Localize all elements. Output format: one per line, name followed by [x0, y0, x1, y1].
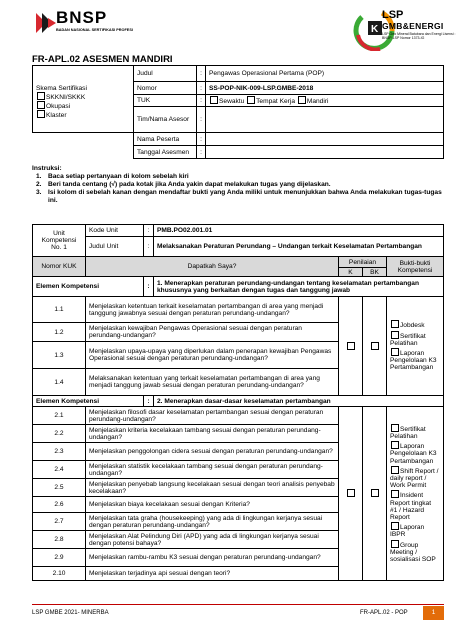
- skema-cell: [33, 66, 134, 133]
- evidence-item[interactable]: Shift Report / daily report / Work Permit: [390, 467, 439, 490]
- checkbox-icon[interactable]: [298, 96, 306, 104]
- kuk-number: 2.2: [33, 425, 86, 443]
- judul-unit-value: Melaksanakan Peraturan Perundang – Undangan terkait Keselamatan Pertambangan: [154, 237, 444, 257]
- bk-checkbox-cell[interactable]: [363, 297, 387, 396]
- checkbox-icon[interactable]: [347, 342, 355, 350]
- scheme-info-table: Skema Sertifikasi SKKNI/SKKK Okupasi Klaster Judul : Pengawas Operasional Pertama (POP) Nomor : SS-POP-NIK-009-LSP.GMBE-2018 TUK : Sewaktu Tempat Kerja Mandiri Tim/Nama Asesor : Nama Peserta : Tanggal Asesmen :: [32, 65, 444, 159]
- kuk-number: 2.5: [33, 479, 86, 497]
- lsp-name: LSP: [382, 9, 404, 21]
- evidence-item[interactable]: Group Meeting / sosialisasi SOP: [390, 541, 436, 564]
- instructions-heading: Instruksi:: [32, 165, 62, 172]
- checkbox-icon[interactable]: [391, 331, 399, 339]
- checkbox-icon[interactable]: [37, 92, 45, 100]
- kuk-question: Menjelaskan penyebab langsung kecelakaan sesuai dengan teori analisis penyebab kecelakaan?: [86, 479, 339, 497]
- skema-option-klaster[interactable]: Klaster: [36, 110, 130, 119]
- kuk-number: 1.2: [33, 323, 86, 342]
- checkbox-icon[interactable]: [347, 489, 355, 497]
- kuk-question: Menjelaskan penggolongan cidera sesuai dengan peraturan perundang-undangan?: [86, 443, 339, 461]
- kuk-question: Menjelaskan Alat Pelindung Diri (APD) yang ada di lingkungan kerjanya sesuai dengan potensi bahaya?: [86, 531, 339, 549]
- skema-label: Skema Sertifikasi: [36, 85, 87, 92]
- checkbox-icon[interactable]: [210, 96, 218, 104]
- tuk-label: TUK: [134, 95, 197, 107]
- col-k: K: [339, 268, 363, 277]
- kuk-number: 2.4: [33, 461, 86, 479]
- checkbox-icon[interactable]: [371, 342, 379, 350]
- checkbox-icon[interactable]: [37, 101, 45, 109]
- kuk-question: Menjelaskan kriteria kecelakaan tambang sesuai dengan peraturan perundang-undangan?: [86, 425, 339, 443]
- instructions: [32, 165, 444, 205]
- kuk-number: 2.6: [33, 497, 86, 513]
- footer-right: FR-APL.02 - POP: [360, 610, 408, 616]
- judul-value: Pengawas Operasional Pertama (POP): [206, 66, 444, 82]
- kuk-question: Menjelaskan biaya kecelakaan sesuai dengan Kriteria?: [86, 497, 339, 513]
- unit-label-cell: Unit Kompetensi No. 1: [33, 225, 86, 257]
- tuk-option-mandiri[interactable]: Mandiri: [297, 98, 329, 105]
- kuk-number: 2.7: [33, 513, 86, 531]
- tuk-options: [206, 95, 444, 107]
- judul-label: Judul: [134, 66, 197, 82]
- checkbox-icon[interactable]: [371, 489, 379, 497]
- kuk-number: 1.1: [33, 297, 86, 323]
- kuk-number: 1.3: [33, 342, 86, 369]
- instruction-item: 1. Baca setiap pertanyaan di kolom sebelah kiri: [36, 173, 189, 180]
- k-checkbox-cell[interactable]: [339, 297, 363, 396]
- col-bukti: Bukti-bukti Kompetensi: [387, 257, 444, 277]
- kuk-question: Menjelaskan ketentuan terkait keselamatan pertambangan di area yang menjadi tanggung jawabnya sesuai dengan peraturan perundang-undangan?: [86, 297, 339, 323]
- checkbox-icon[interactable]: [391, 540, 399, 548]
- kuk-number: 2.9: [33, 549, 86, 567]
- checkbox-icon[interactable]: [391, 424, 399, 432]
- kuk-question: Menjelaskan statistik kecelakaan tambang sesuai dengan peraturan perundang-undangan?: [86, 461, 339, 479]
- evidence-item[interactable]: Laporan Pengelolaan K3 Pertambangan: [390, 443, 437, 465]
- col-bk: BK: [363, 268, 387, 277]
- bk-checkbox-cell[interactable]: [363, 407, 387, 581]
- skema-option-okupasi[interactable]: Okupasi: [36, 101, 130, 110]
- evidence-item[interactable]: Jobdesk: [390, 320, 440, 329]
- tanggal-value[interactable]: [206, 146, 444, 159]
- kuk-number: 2.10: [33, 567, 86, 581]
- evidence-item[interactable]: Sertifikat Pelatihan: [390, 425, 426, 440]
- col-dapatkah: Dapatkah Saya?: [86, 257, 339, 277]
- instruction-item: 3. Isi kolom di sebelah kanan dengan mendaftar bukti yang Anda miliki untuk menunjukkan bahwa Anda melakukan tugas-tugas ini.: [36, 189, 442, 204]
- k-checkbox-cell[interactable]: [339, 407, 363, 581]
- kuk-number: 2.3: [33, 443, 86, 461]
- checkbox-icon[interactable]: [37, 110, 45, 118]
- evidence-list-1: [387, 297, 444, 396]
- kode-unit-label: Kode Unit: [86, 225, 144, 237]
- checkbox-icon[interactable]: [391, 490, 399, 498]
- tuk-option-tempat-kerja[interactable]: Tempat Kerja: [246, 98, 295, 105]
- bnsp-subtitle: BADAN NASIONAL SERTIFIKASI PROFESI: [56, 28, 133, 32]
- evidence-item[interactable]: Insident Report tingkat #1 / Hazard Report: [390, 492, 432, 521]
- kuk-question: Menjelaskan terjadinya api sesuai dengan teori?: [86, 567, 339, 581]
- kode-unit-value: PMB.PO02.001.01: [154, 225, 444, 237]
- kuk-number: 2.8: [33, 531, 86, 549]
- bnsp-name: BNSP: [56, 8, 108, 27]
- lsp-name-2: GMB&ENERGI: [382, 21, 444, 31]
- elemen-1-label: Elemen Kompetensi: [33, 277, 144, 297]
- nomor-value: SS-POP-NIK-009-LSP.GMBE-2018: [206, 82, 444, 95]
- instruction-item: 2. Beri tanda centang (√) pada kotak jika Anda yakin dapat melakukan tugas yang dijelaskan.: [36, 181, 331, 188]
- kuk-question: Menjelaskan kewajiban Pengawas Operasional sesuai dengan peraturan perundang-undangan?: [86, 323, 339, 342]
- evidence-item[interactable]: Sertifikat Pelatihan: [390, 332, 426, 347]
- evidence-item[interactable]: Laporan IBPR: [390, 524, 425, 539]
- checkbox-icon[interactable]: [391, 441, 399, 449]
- peserta-value[interactable]: [206, 133, 444, 146]
- asesor-label: Tim/Nama Asesor: [134, 107, 197, 133]
- judul-unit-label: Judul Unit: [86, 237, 144, 257]
- evidence-item[interactable]: Laporan Pengelolaan K3 Pertambangan: [390, 350, 437, 372]
- kuk-number: 2.1: [33, 407, 86, 425]
- page-header: [0, 0, 474, 52]
- page-number: 1: [423, 606, 444, 620]
- peserta-label: Nama Peserta: [134, 133, 197, 146]
- form-title: FR-APL.02 ASESMEN MANDIRI: [32, 54, 173, 65]
- competency-table: Unit Kompetensi No. 1 Kode Unit : PMB.PO02.001.01 Judul Unit : Melaksanakan Peraturan Perundang – Undangan terkait Keselamatan Pertambangan Nomor KUK Dapatkah Saya? Penilaian Bukti-bukti Kompetensi K BK Elemen Kompetensi : 1. Menerapkan peraturan perundang-undangan tentang keselamatan pertambangan khususnya yang berkaitan dengan tugas dan tanggung jawab 1.1 Menjelaskan ketentuan terkait keselamatan pertambangan di area yang menjadi tanggung jawabnya sesuai dengan peraturan perundang-undangan? Jobdesk Sertifikat Pelatihan Laporan Pengelolaan K3 Pertambangan 1.2 Menjelaskan kewajiban Pengawas Operasional sesuai dengan peraturan perundang-undangan? 1.3 Menjelaskan upaya-upaya yang diperlukan dalam penerapan kewajiban Pengawas Operasional sesuai dengan peraturan perundang-undangan? 1.4 Melaksanakan ketentuan yang terkait keselamatan pertambangan di area yang menjadi tanggung jawab sesuai dengan peraturan perundang-undangan? Elemen Kompetensi : 2. Menerapkan dasar-dasar keselamatan pertambangan 2.1 Menjelaskan filosofi dasar keselamatan pertambangan sesuai dengan peraturan perundang-undangan? Sertifikat Pelatihan Laporan Pengelolaan K3 Pertambangan Shift Report / daily report / Work Permit Insident Report tingkat #1 / Hazard Report Laporan IBPR Group Meeting / sosialisasi SOP 2.2 Menjelaskan kriteria kecelakaan tambang sesuai dengan peraturan perundang-undangan? 2.3 Menjelaskan penggolongan cidera sesuai dengan peraturan perundang-undangan? 2.4 Menjelaskan statistik kecelakaan tambang sesuai dengan peraturan perundang-undangan? 2.5 Menjelaskan penyebab langsung kecelakaan sesuai dengan teori analisis penyebab kecelakaan? 2.6 Menjelaskan biaya kecelakaan sesuai dengan Kriteria? 2.7 Menjelaskan tata graha (housekeeping) yang ada di lingkungan kerjanya sesuai dengan peraturan perundang-undangan? 2.8 Menjelaskan Alat Pelindung Diri (APD) yang ada di lingkungan kerjanya sesuai dengan potensi bahaya? 2.9 Menjelaskan rambu-rambu K3 sesuai dengan peraturan perundang-undangan? 2.10 Menjelaskan terjadinya api sesuai dengan teori?: [32, 224, 444, 581]
- skema-option-skkni[interactable]: SKKNI/SKKK: [36, 92, 130, 101]
- col-penilaian: Penilaian: [339, 257, 387, 268]
- evidence-list-2: [387, 407, 444, 581]
- nomor-label: Nomor: [134, 82, 197, 95]
- footer-left: LSP GMBE 2021- MINERBA: [32, 610, 109, 616]
- checkbox-icon[interactable]: [247, 96, 255, 104]
- checkbox-icon[interactable]: [391, 320, 399, 328]
- tuk-option-sewaktu[interactable]: Sewaktu: [209, 98, 244, 105]
- kuk-question: Menjelaskan rambu-rambu K3 sesuai dengan peraturan perundang-undangan?: [86, 549, 339, 567]
- elemen-1-title: 1. Menerapkan peraturan perundang-undangan tentang keselamatan pertambangan khususnya yang berkaitan dengan tugas dan tanggung jawab: [154, 277, 444, 297]
- tanggal-label: Tanggal Asesmen: [134, 146, 197, 159]
- elemen-2-label: Elemen Kompetensi: [33, 396, 144, 407]
- svg-text:K: K: [371, 24, 379, 35]
- elemen-2-title: 2. Menerapkan dasar-dasar keselamatan pertambangan: [154, 396, 444, 407]
- kuk-question: Melaksanakan ketentuan yang terkait keselamatan pertambangan di area yang menjadi tanggung jawab sesuai dengan peraturan perundang-undangan?: [86, 369, 339, 396]
- kuk-question: Menjelaskan filosofi dasar keselamatan pertambangan sesuai dengan peraturan perundang-undangan?: [86, 407, 339, 425]
- checkbox-icon[interactable]: [391, 466, 399, 474]
- page-footer: [32, 604, 444, 621]
- kuk-question: Menjelaskan upaya-upaya yang diperlukan dalam penerapan kewajiban Pengawas Operasional sesuai dengan peraturan perundang-undangan?: [86, 342, 339, 369]
- lsp-license: LSP Geo Mineral Batubara dan Energi Lisensi : BNSP-LSP Nomor 1373-IG: [382, 32, 456, 41]
- asesor-value[interactable]: [206, 107, 444, 133]
- checkbox-icon[interactable]: [391, 348, 399, 356]
- kuk-question: Menjelaskan tata graha (housekeeping) yang ada di lingkungan kerjanya sesuai dengan peraturan perundang-undangan?: [86, 513, 339, 531]
- col-nomor-kuk: Nomor KUK: [33, 257, 86, 277]
- checkbox-icon[interactable]: [391, 522, 399, 530]
- kuk-number: 1.4: [33, 369, 86, 396]
